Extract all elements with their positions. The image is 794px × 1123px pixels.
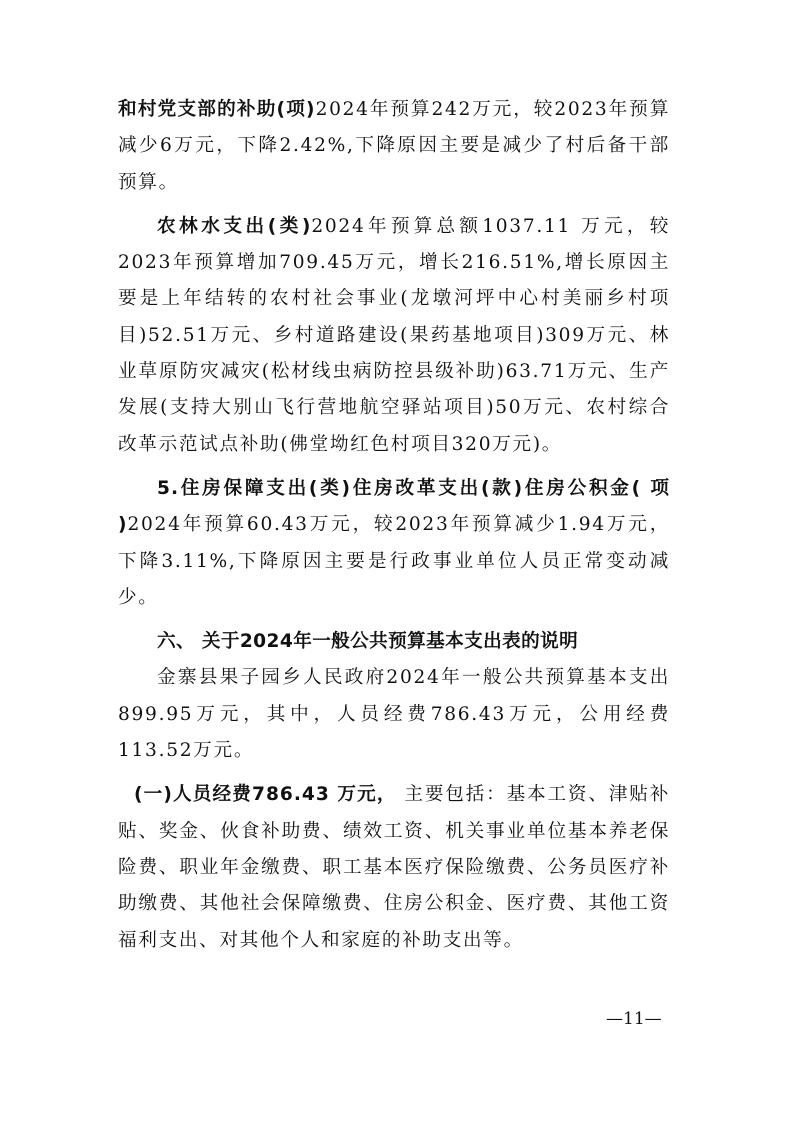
paragraph-housing-expenditure [118,471,670,616]
item-text: 2024年预算60.43万元，较2023年预算减少1.94万元，下降3.11%,下降原因主要是行政事业单位人员正常变动减少。 [118,514,670,608]
paragraph-personnel-expenses [118,777,670,958]
item-text: 2024年预算242万元，较2023年预算减少6万元，下降2.42%,下降原因主要是减少了村后备干部预算。 [118,99,670,193]
item-label: (一)人员经费786.43 万元， [134,784,397,806]
item-text: 主要包括：基本工资、津贴补贴、奖金、伙食补助费、绩效工资、机关事业单位基本养老保险费、职业年金缴费、职工基本医疗保险缴费、公务员医疗补助缴费、其他社会保障缴费、住房公积金、医疗费、其他工资福利支出、对其他个人和家庭的补助支出等。 [118,784,670,951]
paragraph-village-party-subsidy [118,92,670,201]
item-label: 5.住房保障支出(类)住房改革支出(款)住房公积金( 项 ) [118,477,670,536]
document-body [118,92,670,959]
section-heading-6: 六、 关于2024年一般公共预算基本支出表的说明 [157,631,579,653]
item-text: 2024年预算总额1037.11 万元，较2023年预算增加709.45万元，增长216.51%,增长原因主要是上年结转的农村社会事业(龙墩河坪中心村美丽乡村项目)52.51万元、乡村道路建设(果药基地项目)309万元、林业草原防灾减灾(松材线虫病防控县级补助)63.71万元、生产发展(支持大别山飞行营地航空驿站项目)50万元、农村综合改革示范试点补助(佛堂坳红色村项目320万元)。 [118,215,670,455]
item-label: 农林水支出(类) [157,215,312,237]
paragraph-basic-expenditure: 金寨县果子园乡人民政府2024年一般公共预算基本支出899.95万元，其中，人员经费786.43万元，公用经费113.52万元。 [118,667,670,762]
page-number: —11— [606,1009,662,1029]
item-label: 和村党支部的补助(项) [118,99,316,120]
paragraph-agriculture-expenditure [118,209,670,463]
